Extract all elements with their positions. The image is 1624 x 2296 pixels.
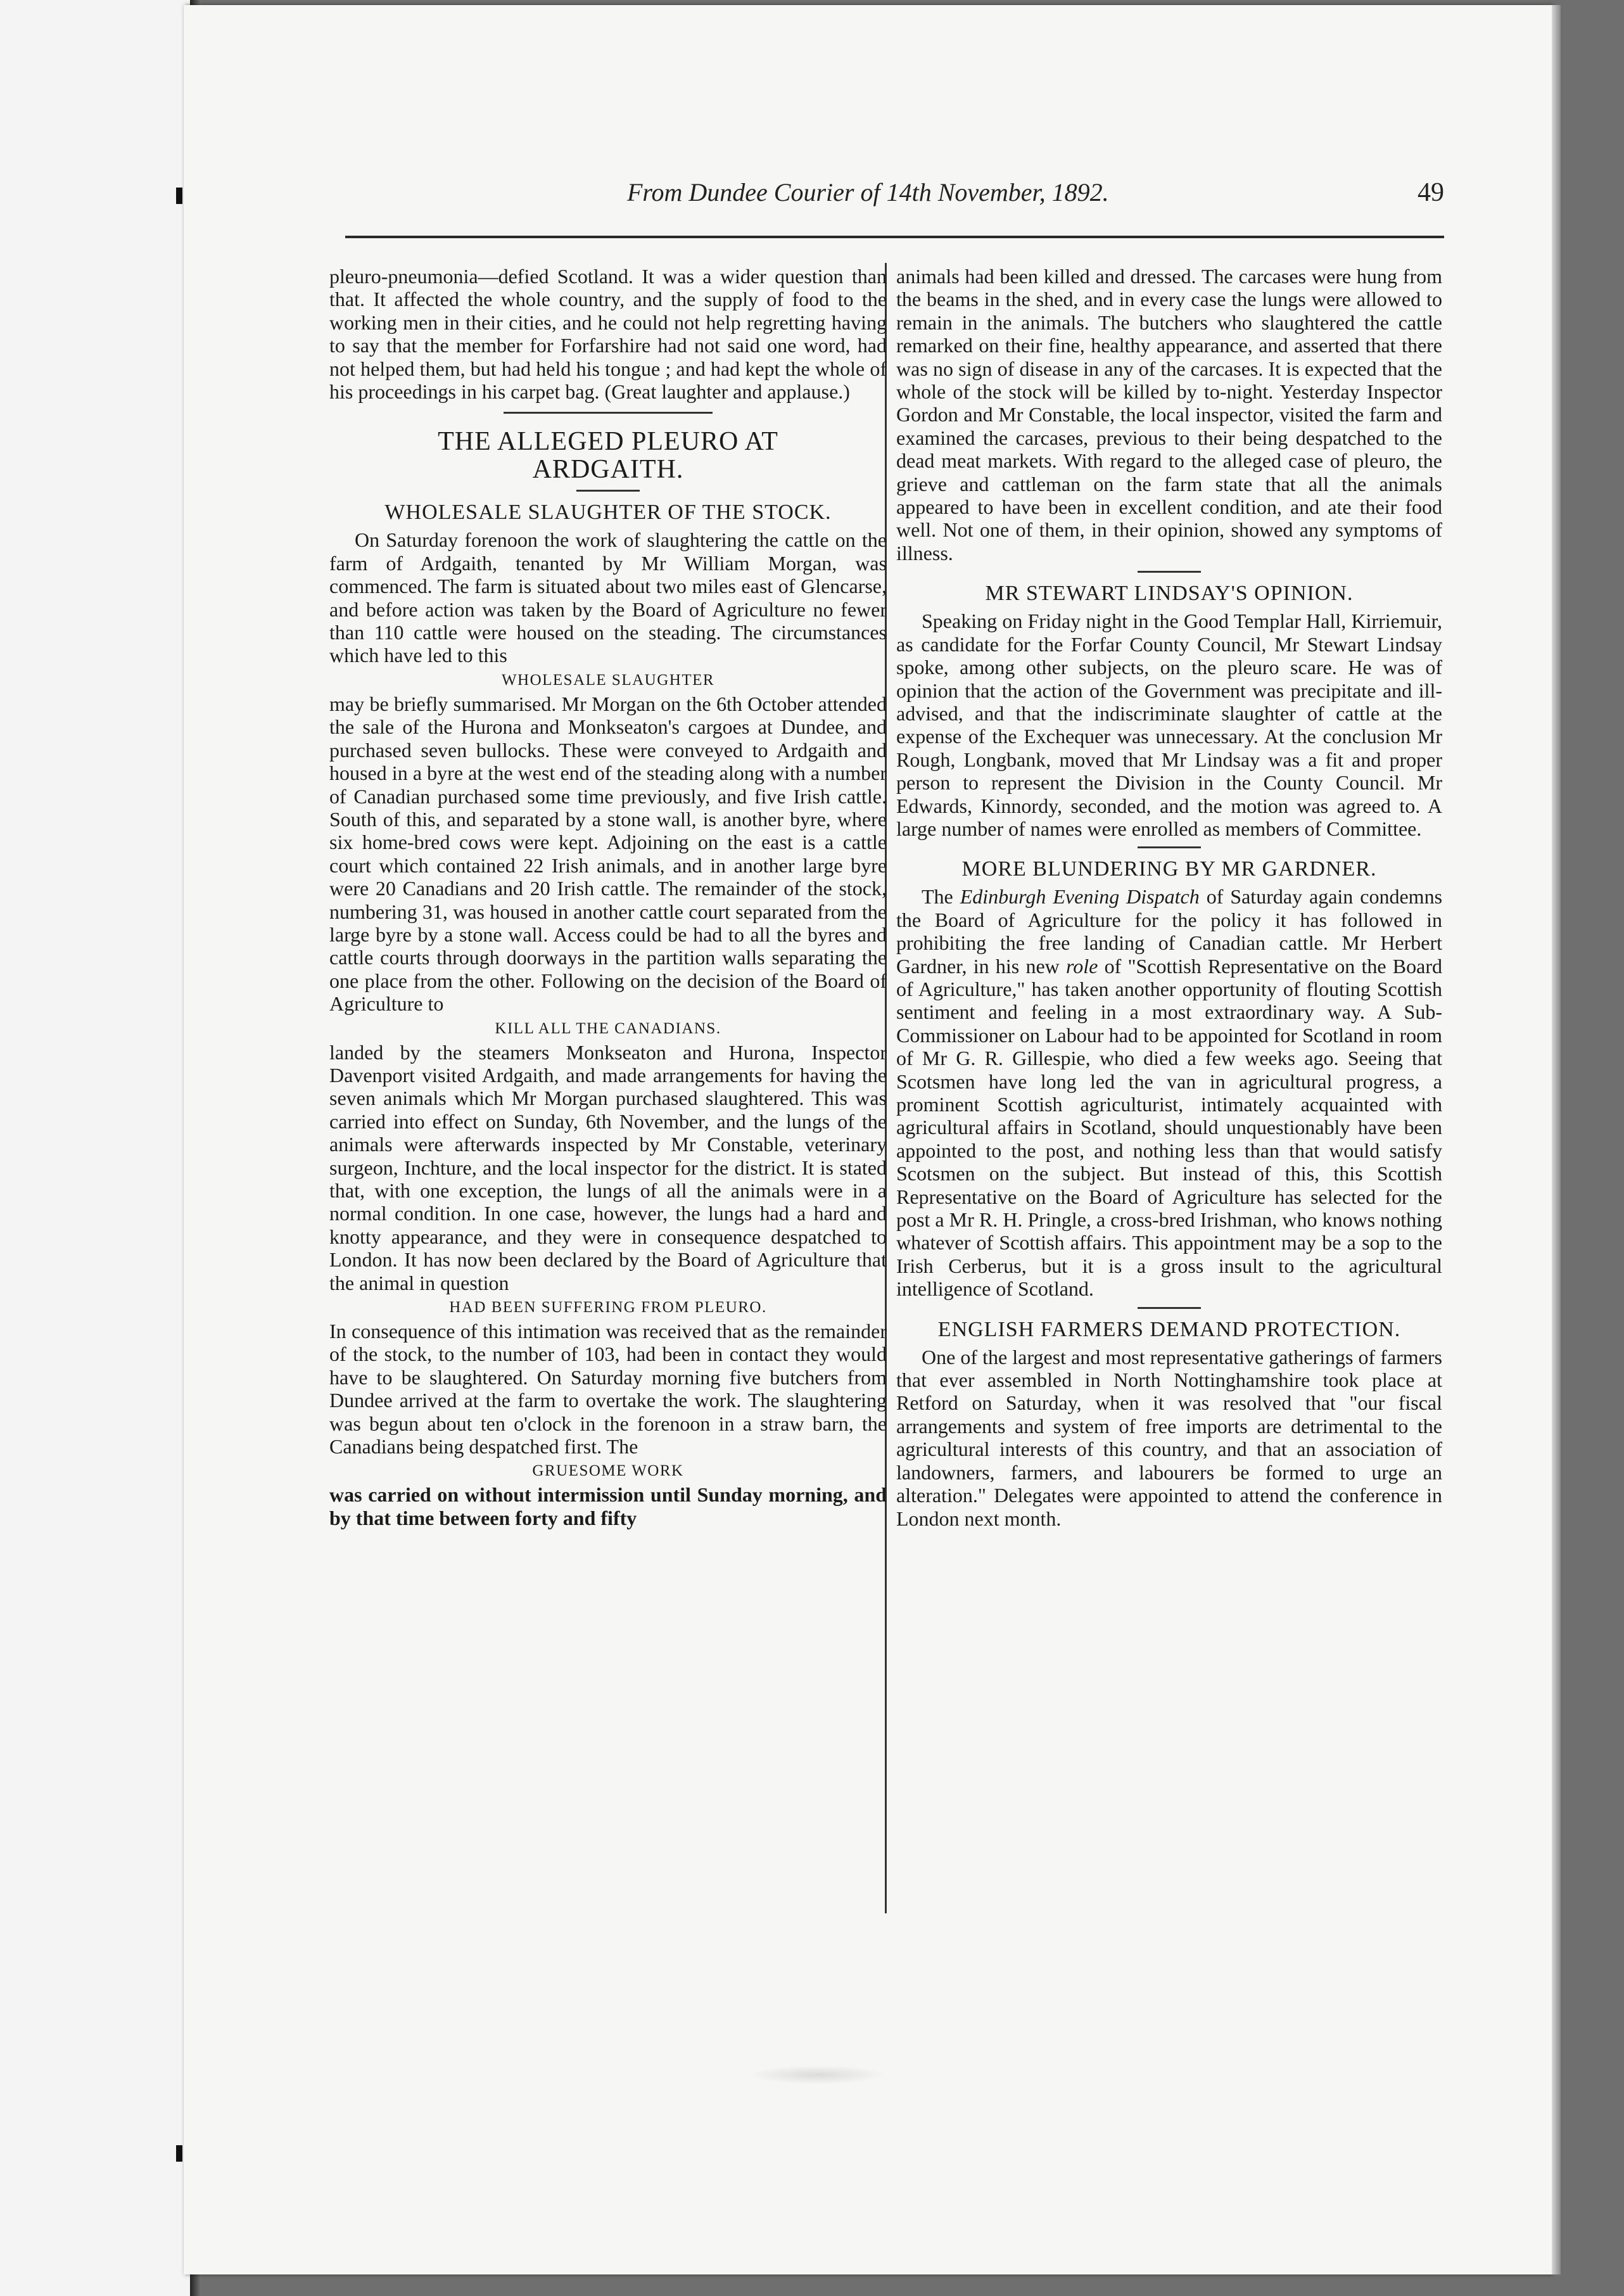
body-paragraph: In consequence of this intimation was received that as the remainder of the stock, to the number of 103, had been in contact they would have to be slaughtered. On Saturday morning five butchers from Dundee arrived at the farm to overtake the work. The slaughtering was begun about ten o'clock in the forenoon in a straw barn, the Canadians being despatched first. The — [329, 1320, 887, 1458]
continued-paragraph: animals had been killed and dressed. The carcases were hung from the beams in the shed, and in every case the lungs were allowed to remain in the animals. The butchers who slaughtered the cattle remarked on their fine, healthy appearance, and asserted that there was no sign of disease in any of the carcases. It is expected that the whole of the stock will be killed by to-night. Yesterday Inspector Gordon and Mr Constable, the local inspector, visited the farm and examined the carcases, previous to their being despatched to the dead meat markets. With regard to the alleged case of pleuro, the grieve and cattleman on the farm state that all the animals appeared to have been in excellent condition, and ate their food well. Not one of them, in their opinion, showed any symptoms of illness. — [896, 265, 1442, 564]
body-paragraph: On Saturday forenoon the work of slaughtering the cattle on the farm of Ardgaith, tenanted by Mr William Morgan, was commenced. The farm is situated about two miles east of Glencarse, and before action was taken by the Board of Agriculture no fewer than 110 cattle were housed on the steading. The circumstances which have led to this — [329, 528, 887, 667]
crosshead: HAD BEEN SUFFERING FROM PLEURO. — [449, 1299, 767, 1317]
headline-line: THE ALLEGED PLEURO AT — [438, 427, 778, 457]
crosshead: KILL ALL THE CANADIANS. — [495, 1019, 721, 1037]
article-headline — [329, 428, 887, 483]
text-run: The — [922, 885, 960, 909]
section-heading: ENGLISH FARMERS DEMAND PROTECTION. — [937, 1317, 1401, 1341]
section-heading: MR STEWART LINDSAY'S OPINION. — [985, 582, 1354, 606]
body-paragraph: was carried on without intermission until Sunday morning, and by that time between forty and fifty — [329, 1483, 887, 1529]
crosshead: GRUESOME WORK — [532, 1462, 684, 1480]
right-column — [896, 265, 1442, 1530]
body-paragraph: may be briefly summarised. Mr Morgan on the 6th October attended the sale of the Hurona and Monkseaton's cargoes at Dundee, and purchased seven bullocks. These were conveyed to Ardgaith and housed in a byre at the west end of the steading along with a number of Canadian purchased some time previously, and five Irish cattle. South of this, and separated by a stone wall, is another byre, where six home-bred cows were kept. Adjoining on the east is a cattle court which contained 22 Irish animals, and in another large byre were 20 Canadians and 20 Irish cattle. The remainder of the stock, numbering 31, was housed in another cattle court separated from the large byre by a stone wall. Access could be had to all the byres and cattle courts through doorways in the partition walls separating the one place from the other. Following on the decision of the Board of Agriculture to — [329, 692, 887, 1016]
header-rule — [345, 236, 1444, 238]
body-paragraph — [896, 885, 1442, 1300]
headline-line: ARDGAITH. — [532, 455, 684, 485]
italic-word: role — [1066, 954, 1098, 978]
facing-page — [0, 0, 201, 2296]
paper-smudge — [747, 2065, 887, 2084]
text-run: of Saturday again condemns the Board of Agriculture for the policy it has followed in prohibiting the free landing of Canadian cattle. Mr Herbert Gardner, in his new — [896, 885, 1443, 978]
newspaper-title: Edinburgh Evening Dispatch — [960, 885, 1200, 909]
binding-mark — [176, 188, 182, 204]
section-rule — [504, 412, 713, 414]
section-rule — [1138, 571, 1201, 573]
body-paragraph: landed by the steamers Monkseaton and Hurona, Inspector Davenport visited Ardgaith, and made arrangements for having the seven animals which Mr Morgan purchased slaughtered. This was carried into effect on Sunday, 6th November, and the lungs of the animals were afterwards inspected by Mr Constable, veterinary surgeon, Inchture, and the local inspector for the district. It is stated that, with one exception, the lungs of all the animals were in a normal condition. In one case, however, the lungs had a hard and knotty appearance, and they were in consequence despatched to London. It has now been declared by the Board of Agriculture that the animal in question — [329, 1040, 887, 1294]
section-rule — [1138, 846, 1201, 848]
section-rule — [1138, 1307, 1201, 1309]
left-column — [329, 265, 887, 1529]
text-run: of "Scottish Representative on the Board of Agriculture," has taken another opportunity of flouting Scottish sentiment and feeling in a most extraordinary way. A Sub-Commissioner on Labour had to be appointed for Scotland in room of Mr G. R. Gillespie, who died a few weeks ago. Seeing that Scotsmen have long led the van in agricultural progress, a prominent Scottish agriculturist, intimately acquainted with agricultural affairs in Scotland, should unquestionably have been appointed to the post, and nothing less than that would satisfy Scotsmen on the subject. But instead of this, this Scottish Representative on the Board of Agriculture has selected for the post a Mr R. H. Pringle, a cross-bred Irishman, who knows nothing whatever of Scottish affairs. This appointment may be a sop to the Irish Cerberus, but it is a gross insult to the agricultural intelligence of Scotland. — [896, 954, 1442, 1301]
binding-mark — [176, 2145, 182, 2162]
continued-paragraph: pleuro-pneumonia—defied Scotland. It was a wider question than that. It affected the whole country, and the supply of food to the working men in their cities, and he could not help regretting having to say that the member for Forfarshire had not said one word, had not helped them, but had held his tongue ; and had kept the whole of his proceedings in his carpet bag. (Great laughter and applause.) — [329, 265, 887, 404]
running-title: From Dundee Courier of 14th November, 1892. — [627, 178, 1109, 207]
headline-rule — [576, 490, 640, 492]
crosshead: WHOLESALE SLAUGHTER — [501, 671, 715, 689]
body-paragraph: One of the largest and most representative gatherings of farmers that ever assembled in North Nottinghamshire took place at Retford on Saturday, when it was resolved that "our fiscal arrangements and system of free imports are detrimental to the agricultural interests of this country, and that an association of landowners, farmers, and labourers be formed to urge an alteration." Delegates were appointed to attend the conference in London next month. — [896, 1345, 1442, 1530]
section-heading: MORE BLUNDERING BY MR GARDNER. — [961, 857, 1377, 881]
page-edge — [1552, 5, 1561, 2274]
body-paragraph: Speaking on Friday night in the Good Templar Hall, Kirriemuir, as candidate for the Forfar County Council, Mr Stewart Lindsay spoke, among other subjects, on the pleuro scare. He was of opinion that the action of the Government was precipitate and ill-advised, and that the indiscriminate slaughter of cattle at the expense of the Exchequer was unnecessary. At the conclusion Mr Rough, Longbank, moved that Mr Lindsay was a fit and proper person to represent the Division in the County Council. Mr Edwards, Kinnordy, seconded, and the motion was agreed to. A large number of names were enrolled as members of Committee. — [896, 609, 1442, 840]
page-number: 49 — [1418, 178, 1444, 207]
article-subheading: WHOLESALE SLAUGHTER OF THE STOCK. — [384, 501, 832, 525]
